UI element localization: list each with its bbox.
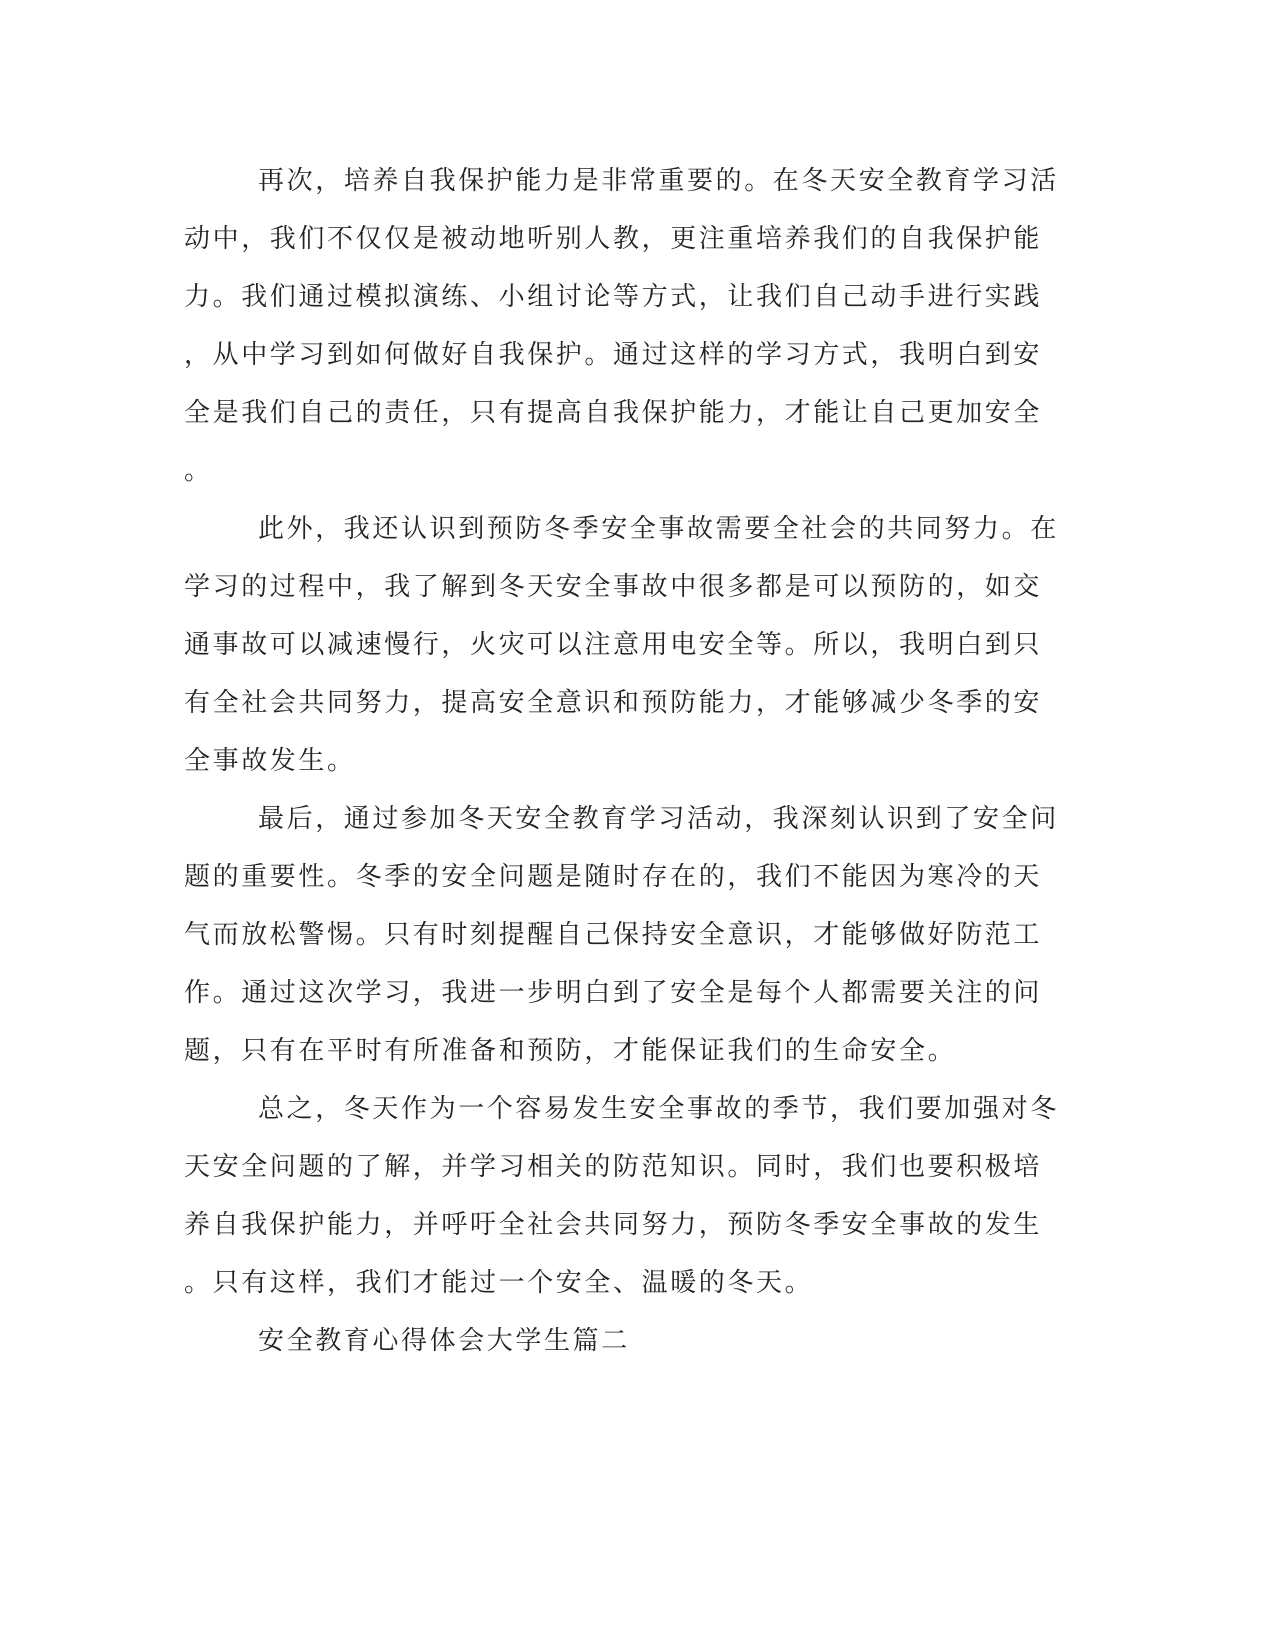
paragraph-1-line-1: 再次，培养自我保护能力是非常重要的。在冬天安全教育学习活 [258,166,1059,196]
paragraph-2-line-4: 有全社会共同努力，提高安全意识和预防能力，才能够减少冬季的安 [184,688,1043,718]
paragraph-1-line-5: 全是我们自己的责任，只有提高自我保护能力，才能让自己更加安全 [184,398,1043,428]
paragraph-2-line-2: 学习的过程中，我了解到冬天安全事故中很多都是可以预防的，如交 [184,572,1043,602]
section-title: 安全教育心得体会大学生篇二 [258,1326,630,1356]
paragraph-4-line-1: 总之，冬天作为一个容易发生安全事故的季节，我们要加强对冬 [258,1094,1059,1124]
paragraph-3-line-2: 题的重要性。冬季的安全问题是随时存在的，我们不能因为寒冷的天 [184,862,1043,892]
paragraph-3-line-5: 题，只有在平时有所准备和预防，才能保证我们的生命安全。 [184,1036,957,1066]
paragraph-3-line-3: 气而放松警惕。只有时刻提醒自己保持安全意识，才能够做好防范工 [184,920,1043,950]
paragraph-4-line-4: 。只有这样，我们才能过一个安全、温暖的冬天。 [184,1268,814,1298]
paragraph-3-line-1: 最后，通过参加冬天安全教育学习活动，我深刻认识到了安全问 [258,804,1059,834]
paragraph-1-line-3: 力。我们通过模拟演练、小组讨论等方式，让我们自己动手进行实践 [184,282,1043,312]
paragraph-2-line-5: 全事故发生。 [184,746,356,776]
paragraph-2-line-3: 通事故可以减速慢行，火灾可以注意用电安全等。所以，我明白到只 [184,630,1043,660]
paragraph-3-line-4: 作。通过这次学习，我进一步明白到了安全是每个人都需要关注的问 [184,978,1043,1008]
paragraph-1-line-6: 。 [184,456,213,486]
paragraph-4-line-2: 天安全问题的了解，并学习相关的防范知识。同时，我们也要积极培 [184,1152,1043,1182]
paragraph-1-line-2: 动中，我们不仅仅是被动地听别人教，更注重培养我们的自我保护能 [184,224,1043,254]
paragraph-1-line-4: ，从中学习到如何做好自我保护。通过这样的学习方式，我明白到安 [184,340,1043,370]
paragraph-4-line-3: 养自我保护能力，并呼吁全社会共同努力，预防冬季安全事故的发生 [184,1210,1043,1240]
paragraph-2-line-1: 此外，我还认识到预防冬季安全事故需要全社会的共同努力。在 [258,514,1059,544]
